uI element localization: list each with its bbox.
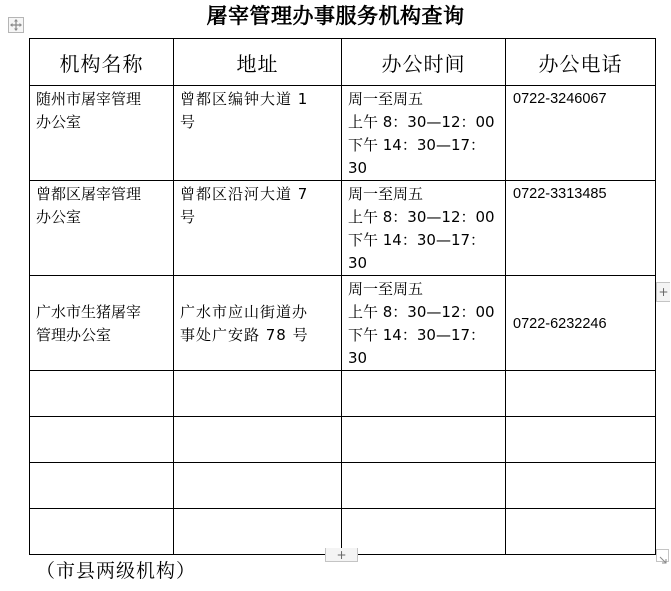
plus-icon: + — [658, 285, 669, 299]
empty-cell[interactable] — [506, 371, 656, 417]
office-hours-text: 周一至周五 上午 8：30—12：00 下午 14：30—17： 30 — [348, 280, 495, 367]
address-text: 曾都区编钟大道 1 号 — [180, 90, 309, 131]
empty-table-row — [30, 463, 656, 509]
empty-cell[interactable] — [174, 417, 342, 463]
footnote: （市县两级机构） — [36, 560, 197, 582]
empty-cell[interactable] — [174, 371, 342, 417]
empty-cell[interactable] — [342, 509, 506, 555]
empty-cell[interactable] — [30, 509, 174, 555]
empty-cell[interactable] — [30, 463, 174, 509]
header-address: 地址 — [174, 39, 342, 86]
office-phone-text: 0722-3246067 — [513, 91, 607, 107]
table-row — [30, 276, 656, 371]
cell-agency-name — [30, 181, 174, 276]
empty-cell[interactable] — [342, 371, 506, 417]
cell-office-hours — [342, 181, 506, 276]
add-column-button[interactable] — [656, 282, 670, 302]
empty-cell[interactable] — [342, 463, 506, 509]
cell-office-phone — [506, 86, 656, 181]
table-row — [30, 86, 656, 181]
empty-table-row — [30, 417, 656, 463]
agency-name-text: 曾都区屠宰管理 办公室 — [36, 185, 142, 226]
plus-icon: + — [336, 547, 347, 562]
empty-cell[interactable] — [30, 371, 174, 417]
cell-office-hours — [342, 86, 506, 181]
cell-address — [174, 276, 342, 371]
table-row — [30, 181, 656, 276]
agency-table — [29, 38, 656, 555]
office-phone-text: 0722-3313485 — [513, 186, 607, 202]
office-hours-text: 周一至周五 上午 8：30—12：00 下午 14：30—17： 30 — [348, 90, 495, 177]
empty-table-row — [30, 371, 656, 417]
empty-cell[interactable] — [174, 463, 342, 509]
header-agency-name: 机构名称 — [30, 39, 174, 86]
cell-office-phone — [506, 276, 656, 371]
header-office-hours: 办公时间 — [342, 39, 506, 86]
cell-agency-name — [30, 86, 174, 181]
empty-cell[interactable] — [30, 417, 174, 463]
empty-cell[interactable] — [174, 509, 342, 555]
office-hours-text: 周一至周五 上午 8：30—12：00 下午 14：30—17： 30 — [348, 185, 495, 272]
address-text: 广水市应山街道办 事处广安路 78 号 — [180, 303, 309, 344]
empty-cell[interactable] — [342, 417, 506, 463]
empty-cell[interactable] — [506, 463, 656, 509]
agency-name-text: 随州市屠宰管理 办公室 — [36, 90, 142, 131]
cell-office-phone — [506, 181, 656, 276]
table-resize-handle[interactable] — [656, 549, 669, 562]
cell-address — [174, 86, 342, 181]
cell-office-hours — [342, 276, 506, 371]
add-row-button[interactable] — [325, 548, 358, 562]
empty-cell[interactable] — [506, 509, 656, 555]
header-office-phone: 办公电话 — [506, 39, 656, 86]
agency-name-text: 广水市生猪屠宰 管理办公室 — [36, 303, 142, 344]
empty-cell[interactable] — [506, 417, 656, 463]
office-phone-text: 0722-6232246 — [513, 315, 607, 332]
resize-corner-icon — [657, 554, 668, 565]
document-title: 屠宰管理办事服务机构查询 — [206, 4, 465, 28]
cell-address — [174, 181, 342, 276]
table-header-row — [30, 39, 656, 86]
address-text: 曾都区沿河大道 7 号 — [180, 185, 309, 226]
cell-agency-name — [30, 276, 174, 371]
